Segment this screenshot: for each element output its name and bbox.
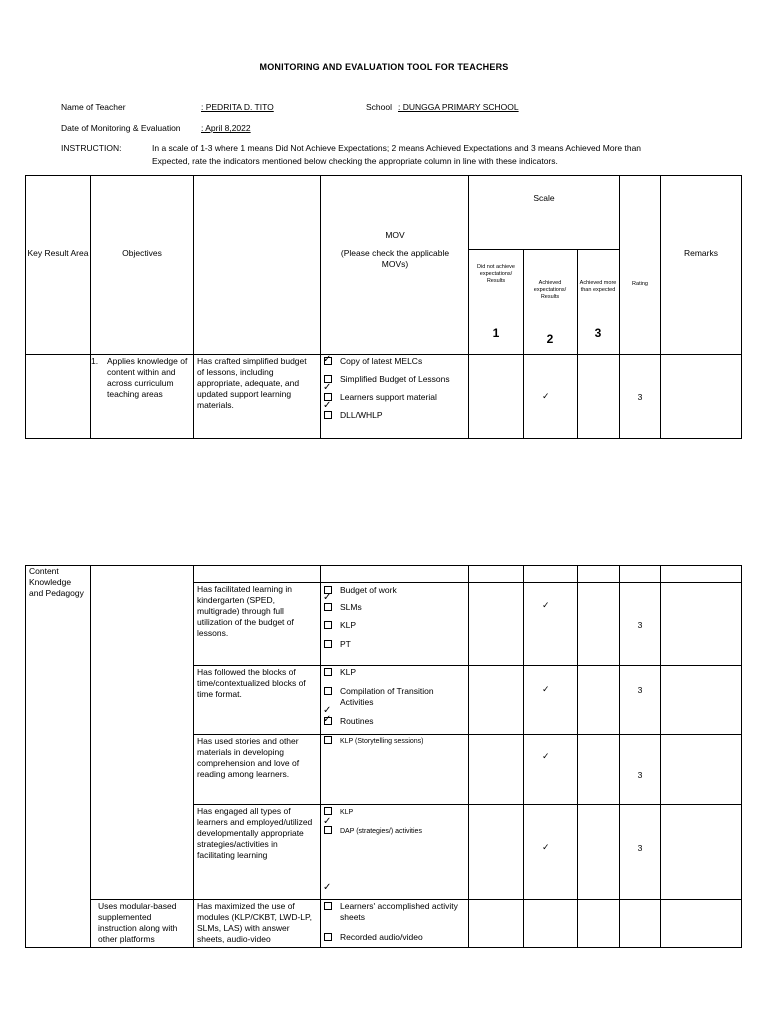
header-did-not-achieve: Did not achieve expectations/ Results: [477, 264, 515, 284]
checkmark-icon: ✓: [323, 882, 332, 893]
school-label: School: [366, 102, 392, 112]
scale-check-2: ✓: [542, 600, 550, 610]
objective-2: Uses modular-based supplemented instruction along with other platforms: [98, 901, 178, 944]
checkbox-icon: [324, 603, 332, 611]
rating-value: 3: [637, 620, 643, 630]
checkbox-icon: [324, 411, 332, 419]
indicator-text: Has maximized the use of modules (KLP/CKBT, LWD-LP, SLMs, LAS) with answer sheets, audio-video: [197, 901, 312, 944]
indicator-text: Has crafted simplified budget of lessons, including appropriate, adequate, and updated support learning materials.: [197, 356, 307, 410]
scale-check-2: ✓: [542, 842, 550, 852]
mov-item[interactable]: PT: [324, 639, 351, 650]
instruction-text: [152, 142, 752, 168]
mov-item[interactable]: Copy of latest MELCs: [324, 356, 422, 367]
scale-number-3: 3: [594, 326, 602, 340]
checkbox-icon: [324, 826, 332, 834]
header-remarks: Remarks: [683, 248, 718, 258]
mov-item[interactable]: Routines: [324, 716, 374, 727]
checkbox-icon: [324, 668, 332, 676]
school-value: : DUNGGA PRIMARY SCHOOL: [398, 102, 519, 112]
checkmark-icon: ✓: [323, 354, 332, 365]
objective-text: Applies knowledge of content within and across curriculum teaching areas: [107, 356, 188, 399]
rating-value: 3: [637, 770, 643, 780]
indicator-text: Has engaged all types of learners and employed/utilized developmentally appropriate strategies/activities in facilitating learning: [197, 806, 313, 860]
instruction-line-2: Expected, rate the indicators mentioned below checking the appropriate column in line with these indicators.: [152, 156, 558, 166]
mov-item[interactable]: Learners' accomplished activity sheets: [324, 901, 460, 923]
checkbox-icon: [324, 902, 332, 910]
rating-value: 3: [637, 843, 643, 853]
scale-check-2: ✓: [542, 684, 550, 694]
mov-item[interactable]: Budget of work: [324, 585, 397, 596]
mov-item[interactable]: KLP: [324, 807, 353, 818]
checkbox-icon: [324, 736, 332, 744]
checkmark-icon: ✓: [323, 816, 332, 827]
mov-item[interactable]: Compilation of Transition Activities: [324, 686, 460, 708]
mov-item[interactable]: KLP: [324, 620, 356, 631]
instruction-label: INSTRUCTION:: [61, 143, 122, 153]
mov-item[interactable]: KLP (Storytelling sessions): [324, 736, 424, 747]
checkmark-icon: ✓: [323, 382, 332, 393]
document-title: MONITORING AND EVALUATION TOOL FOR TEACHERS: [259, 62, 509, 72]
header-key-result-area: Key Result Area: [27, 248, 89, 258]
checkbox-icon: [324, 621, 332, 629]
checkbox-icon: [324, 807, 332, 815]
header-scale: Scale: [533, 193, 555, 203]
scale-number-1: 1: [492, 326, 500, 340]
mov-item[interactable]: DLL/WHLP: [324, 410, 383, 421]
header-rating: Rating: [632, 281, 648, 287]
header-mov: MOV: [385, 230, 405, 240]
mov-item[interactable]: KLP: [324, 667, 356, 678]
header-mov-sub: (Please check the applicable MOVs): [340, 248, 450, 269]
checkbox-icon: [324, 640, 332, 648]
indicator-text: Has followed the blocks of time/contextualized blocks of time format.: [197, 667, 306, 699]
date-value: : April 8,2022: [201, 123, 251, 133]
checkbox-icon: [324, 687, 332, 695]
teacher-label: Name of Teacher: [61, 102, 126, 112]
checkmark-icon: ✓: [323, 592, 332, 603]
scale-number-2: 2: [546, 332, 554, 346]
objective-number: 1.: [91, 356, 99, 366]
mov-item[interactable]: SLMs: [324, 602, 362, 613]
checkmark-icon: ✓: [323, 400, 332, 411]
rating-value: 3: [637, 685, 643, 695]
header-objectives: Objectives: [122, 248, 162, 258]
mov-item[interactable]: Learners support material: [324, 392, 437, 403]
checkbox-icon: [324, 933, 332, 941]
instruction-line-1: In a scale of 1-3 where 1 means Did Not Achieve Expectations; 2 means Achieved Expectations and 3 means Achieved More than: [152, 143, 642, 153]
header-achieved: Achieved expectations/ Results: [533, 280, 567, 300]
mov-item[interactable]: DAP (strategies/) activities: [324, 826, 422, 837]
date-label: Date of Monitoring & Evaluation: [61, 123, 181, 133]
scale-check-2: ✓: [542, 391, 550, 401]
rating-value: 3: [637, 392, 643, 402]
indicator-text: Has facilitated learning in kindergarten (SPED, multigrade) through full utilization of the budget of lessons.: [197, 584, 294, 638]
mov-item[interactable]: Simplified Budget of Lessons: [324, 374, 450, 385]
checkmark-icon: ✓: [323, 705, 332, 716]
teacher-value: : PEDRITA D. TITO: [201, 102, 274, 112]
header-achieved-more: Achieved more than expected: [579, 280, 617, 293]
checkmark-icon: ✓: [323, 714, 332, 725]
mov-item[interactable]: Recorded audio/video: [324, 932, 423, 943]
indicator-text: Has used stories and other materials in developing comprehension and love of reading among learners.: [197, 736, 300, 779]
scale-check-2: ✓: [542, 751, 550, 761]
key-result-area: Content Knowledge and Pedagogy: [29, 566, 84, 598]
